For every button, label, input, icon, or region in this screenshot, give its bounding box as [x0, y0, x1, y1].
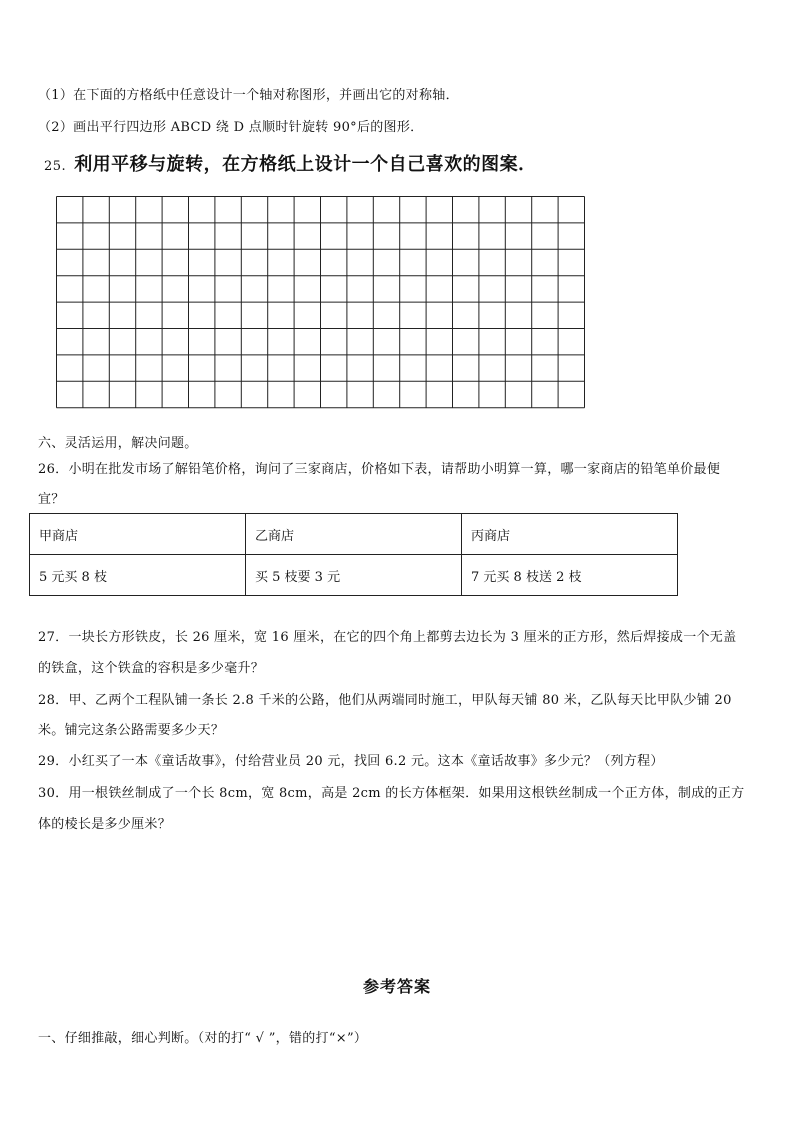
question-27-line-2: 的铁盒，这个铁盒的容积是多少毫升？ — [38, 661, 265, 676]
question-26-line-2: 宜？ — [38, 492, 65, 507]
table-cell-shop-c-price: 7 元买 8 枝送 2 枝 — [462, 555, 678, 596]
answer-key-title: 参考答案 — [362, 977, 431, 996]
table-row — [30, 555, 678, 596]
question-29: 29．小红买了一本《童话故事》，付给营业员 20 元，找回 6.2 元。这本《童话故事》多少元？（列方程） — [38, 754, 664, 769]
question-24-part-1: （1）在下面的方格纸中任意设计一个轴对称图形，并画出它的对称轴． — [38, 88, 459, 103]
question-26-line-1: 26．小明在批发市场了解铅笔价格，询问了三家商店，价格如下表，请帮助小明算一算，哪一家商店的铅笔单价最便 — [38, 462, 721, 477]
price-table — [29, 513, 678, 596]
question-25-number: 25. — [44, 159, 67, 174]
table-cell-shop-b-price: 买 5 枝要 3 元 — [246, 555, 462, 596]
table-header-row — [30, 514, 678, 555]
question-25 — [44, 150, 537, 176]
question-28-line-2: 米。铺完这条公路需要多少天？ — [38, 723, 225, 738]
question-30-line-1: 30．用一根铁丝制成了一个长 8cm，宽 8cm，高是 2cm 的长方体框架．如果用这根铁丝制成一个正方体，制成的正方 — [38, 786, 745, 801]
question-30-line-2: 体的棱长是多少厘米？ — [38, 817, 172, 832]
square-grid-paper — [56, 196, 586, 410]
answer-section-1-title: 一、仔细推敲，细心判断。（对的打“ √ ”，错的打“×”） — [38, 1031, 368, 1046]
table-header-shop-c: 丙商店 — [462, 514, 678, 555]
question-27-line-1: 27．一块长方形铁皮，长 26 厘米，宽 16 厘米，在它的四个角上都剪去边长为 3 厘米的正方形，然后焊接成一个无盖 — [38, 630, 737, 645]
table-header-shop-a: 甲商店 — [30, 514, 246, 555]
question-28-line-1: 28．甲、乙两个工程队铺一条长 2.8 千米的公路，他们从两端同时施工，甲队每天铺 80 米，乙队每天比甲队少铺 20 — [38, 693, 732, 708]
table-cell-shop-a-price: 5 元买 8 枝 — [30, 555, 246, 596]
section-6-title: 六、灵活运用，解决问题。 — [38, 436, 198, 451]
question-24-part-2: （2）画出平行四边形 ABCD 绕 D 点顺时针旋转 90°后的图形． — [38, 120, 424, 135]
table-header-shop-b: 乙商店 — [246, 514, 462, 555]
question-25-text: 利用平移与旋转，在方格纸上设计一个自己喜欢的图案． — [74, 154, 537, 175]
